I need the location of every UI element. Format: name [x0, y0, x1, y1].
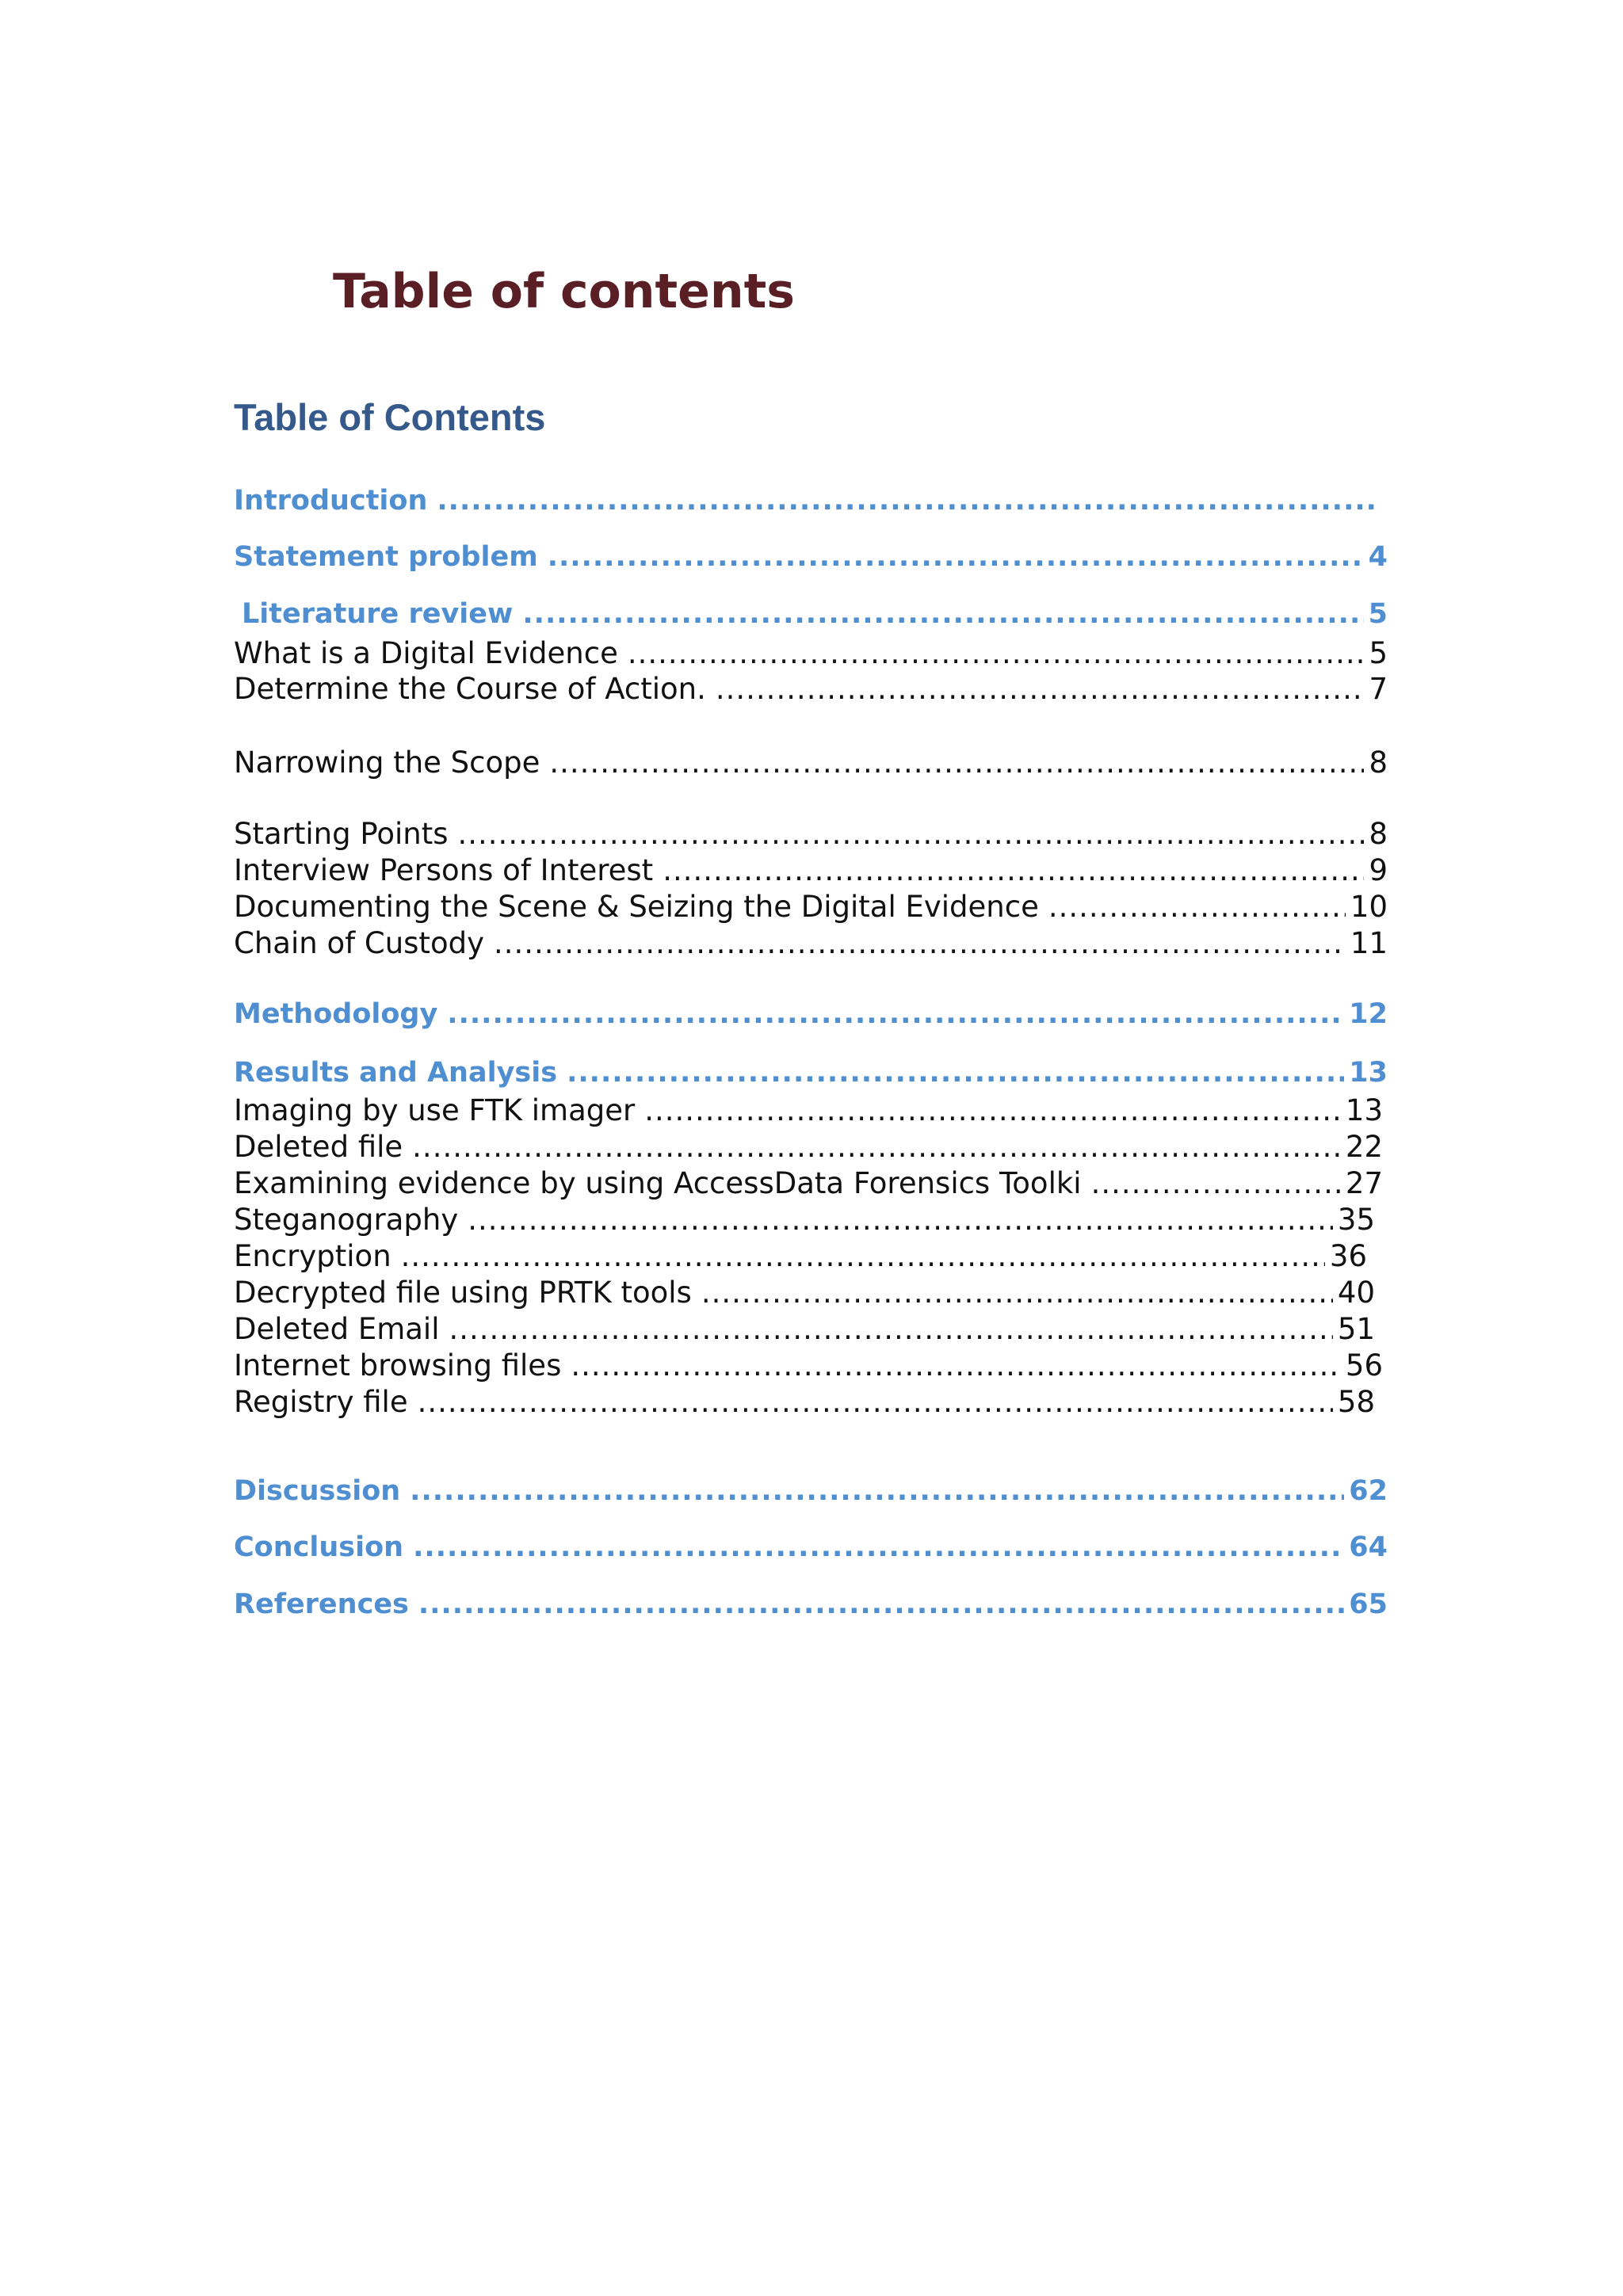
toc-page-number: 11: [1350, 926, 1388, 960]
toc-section-entry[interactable]: [234, 1589, 1388, 1620]
toc-dot-leader: [413, 1531, 1344, 1563]
toc-subsection-entry[interactable]: [234, 1093, 1383, 1127]
toc-dot-leader: [644, 1093, 1341, 1127]
toc-dot-leader: [522, 598, 1363, 630]
toc-page-number: 40: [1337, 1276, 1375, 1310]
toc-page-number: 10: [1350, 890, 1388, 924]
toc-page-number: 8: [1369, 746, 1388, 780]
toc-dot-leader: [447, 998, 1344, 1030]
toc-dot-leader: [548, 541, 1364, 573]
toc-page-number: 7: [1369, 672, 1388, 706]
toc-dot-leader: [458, 817, 1365, 851]
toc-dot-leader: [494, 926, 1346, 960]
toc-entry-label: Encryption: [234, 1239, 391, 1273]
toc-subsection-entry[interactable]: [234, 1203, 1375, 1237]
toc-subsection-entry[interactable]: [234, 1130, 1383, 1164]
toc-page-number: 8: [1369, 817, 1388, 851]
toc-dot-leader: [412, 1130, 1341, 1164]
toc-dot-leader: [1091, 1166, 1341, 1200]
toc-subsection-entry[interactable]: [234, 636, 1388, 670]
toc-entry-label: What is a Digital Evidence: [234, 636, 618, 670]
toc-subsection-entry[interactable]: [234, 853, 1388, 887]
toc-entry-label: Decrypted file using PRTK tools: [234, 1276, 692, 1310]
toc-entry-label: Internet browsing files: [234, 1348, 562, 1383]
toc-page-number: 56: [1345, 1348, 1383, 1383]
toc-entry-label: Deleted Email: [234, 1312, 440, 1346]
toc-entry-label: Chain of Custody: [234, 926, 484, 960]
toc-entry-label: Registry file: [234, 1385, 408, 1419]
toc-entry-label: Introduction: [234, 485, 428, 517]
toc-dot-leader: [571, 1348, 1341, 1383]
toc-subsection-entry[interactable]: [234, 1348, 1383, 1383]
toc-page-number: 64: [1349, 1531, 1388, 1563]
toc-dot-leader: [549, 746, 1364, 780]
toc-entry-label: Determine the Course of Action.: [234, 672, 706, 706]
toc-page-number: 22: [1345, 1130, 1383, 1164]
toc-dot-leader: [437, 485, 1378, 517]
toc-page-number: 27: [1345, 1166, 1383, 1200]
toc-page-number: 65: [1349, 1589, 1388, 1620]
toc-section-entry[interactable]: [234, 541, 1388, 573]
toc-page-number: 51: [1337, 1312, 1375, 1346]
toc-section-entry[interactable]: [234, 1475, 1388, 1507]
toc-subsection-entry[interactable]: [234, 890, 1388, 924]
toc-subsection-entry[interactable]: [234, 1239, 1367, 1273]
toc-subsection-entry[interactable]: [234, 1276, 1375, 1310]
toc-dot-leader: [628, 636, 1365, 670]
toc-subsection-entry[interactable]: [234, 1385, 1375, 1419]
toc-heading: Table of Contents: [234, 396, 546, 438]
toc-entry-label: Starting Points: [234, 817, 449, 851]
toc-page-number: 4: [1368, 541, 1388, 573]
toc-section-entry[interactable]: [234, 1531, 1388, 1563]
page-title: Table of contents: [333, 264, 795, 319]
toc-page-number: 36: [1329, 1239, 1367, 1273]
toc-dot-leader: [410, 1475, 1344, 1507]
toc-section-entry[interactable]: [242, 598, 1388, 630]
toc-entry-label: Methodology: [234, 998, 438, 1030]
toc-entry-label: Literature review: [242, 598, 514, 630]
toc-page-number: 13: [1345, 1093, 1383, 1127]
toc-dot-leader: [1048, 890, 1346, 924]
toc-entry-label: References: [234, 1589, 409, 1620]
toc-subsection-entry[interactable]: [234, 1312, 1375, 1346]
toc-entry-label: Deleted file: [234, 1130, 403, 1164]
toc-page-number: 12: [1349, 998, 1388, 1030]
toc-entry-label: Statement problem: [234, 541, 538, 573]
toc-subsection-entry[interactable]: [234, 926, 1388, 960]
toc-subsection-entry[interactable]: [234, 817, 1388, 851]
toc-entry-label: Narrowing the Scope: [234, 746, 540, 780]
toc-entry-label: Discussion: [234, 1475, 401, 1507]
toc-entry-label: Steganography: [234, 1203, 459, 1237]
toc-dot-leader: [468, 1203, 1333, 1237]
toc-subsection-entry[interactable]: [234, 1166, 1383, 1200]
toc-page-number: 5: [1369, 636, 1388, 670]
toc-section-entry[interactable]: [234, 998, 1388, 1030]
toc-entry-label: Interview Persons of Interest: [234, 853, 654, 887]
toc-entry-label: Examining evidence by using AccessData Forensics Toolki: [234, 1166, 1082, 1200]
toc-page-number: 9: [1369, 853, 1388, 887]
toc-entry-label: Conclusion: [234, 1531, 404, 1563]
toc-dot-leader: [449, 1312, 1332, 1346]
toc-entry-label: Imaging by use FTK imager: [234, 1093, 636, 1127]
toc-dot-leader: [418, 1589, 1344, 1620]
toc-page-number: 5: [1368, 598, 1388, 630]
toc-entry-label: Documenting the Scene & Seizing the Digital Evidence: [234, 890, 1039, 924]
toc-page-number: 35: [1337, 1203, 1375, 1237]
toc-dot-leader: [418, 1385, 1333, 1419]
toc-dot-leader: [663, 853, 1364, 887]
toc-section-entry[interactable]: [234, 1057, 1388, 1089]
toc-dot-leader: [716, 672, 1365, 706]
toc-page-number: 62: [1349, 1475, 1388, 1507]
toc-subsection-entry[interactable]: [234, 746, 1388, 780]
toc-page-number: 13: [1349, 1057, 1388, 1089]
toc-dot-leader: [701, 1276, 1333, 1310]
toc-subsection-entry[interactable]: [234, 672, 1388, 706]
toc-section-entry[interactable]: [234, 485, 1383, 517]
toc-dot-leader: [567, 1057, 1344, 1089]
toc-page-number: 58: [1337, 1385, 1375, 1419]
toc-dot-leader: [401, 1239, 1325, 1273]
toc-entry-label: Results and Analysis: [234, 1057, 558, 1089]
